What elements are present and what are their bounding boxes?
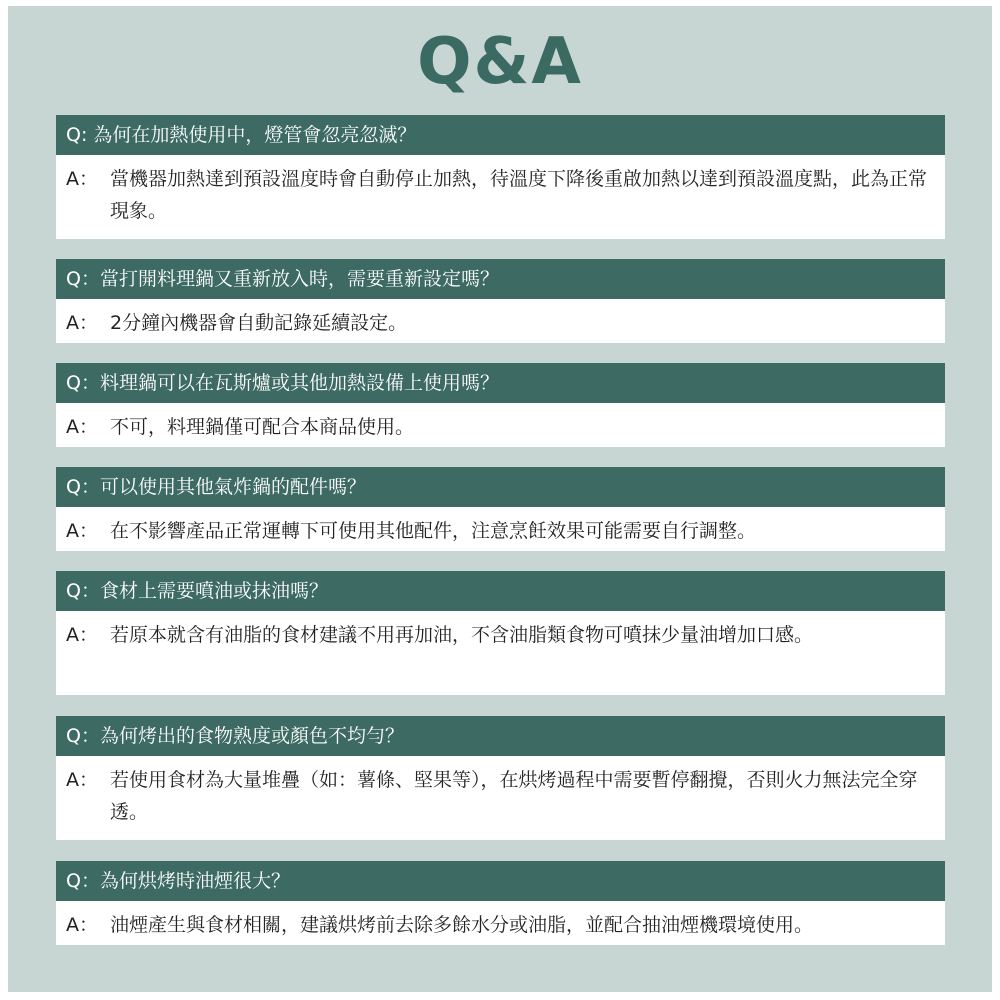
answer-prefix: A：: [66, 769, 98, 791]
question-bar: Q：為何烤出的食物熟度或顏色不均勻？: [56, 716, 945, 756]
answer-text: 若原本就含有油脂的食材建議不用再加油，不含油脂類食物可噴抹少量油增加口感。: [110, 624, 814, 646]
qa-item-4: [56, 467, 945, 551]
answer-prefix: A：: [66, 415, 98, 438]
qa-item-1: [56, 115, 945, 239]
qa-item-7: [56, 861, 945, 945]
answer-text: 2分鐘內機器會自動記錄延續設定。: [110, 311, 408, 334]
question-bar: Q: 為何在加熱使用中，燈管會忽亮忽滅？: [56, 115, 945, 155]
answer-prefix: A：: [66, 519, 98, 542]
question-bar: Q：可以使用其他氣炸鍋的配件嗎？: [56, 467, 945, 507]
answer-prefix: A：: [66, 311, 98, 334]
qa-item-5: [56, 571, 945, 695]
answer-box: [56, 756, 945, 840]
answer-box: [56, 507, 945, 551]
answer-prefix: A：: [66, 913, 98, 936]
question-bar: Q：當打開料理鍋又重新放入時，需要重新設定嗎？: [56, 259, 945, 299]
answer-text: 若使用食材為大量堆疊（如：薯條、堅果等），在烘烤過程中需要暫停翻攪，否則火力無法完全穿透。: [110, 769, 918, 823]
answer-box: [56, 155, 945, 239]
answer-text: 油煙產生與食材相關，建議烘烤前去除多餘水分或油脂，並配合抽油煙機環境使用。: [110, 913, 814, 936]
answer-box: [56, 403, 945, 447]
answer-text: 不可，料理鍋僅可配合本商品使用。: [110, 415, 415, 438]
answer-box: [56, 611, 945, 695]
page-title: Q&A: [417, 25, 583, 99]
answer-box: [56, 901, 945, 945]
question-bar: Q：為何烘烤時油煙很大？: [56, 861, 945, 901]
question-bar: Q：食材上需要噴油或抹油嗎？: [56, 571, 945, 611]
answer-prefix: A：: [66, 168, 98, 190]
answer-text: 在不影響產品正常運轉下可使用其他配件，注意烹飪效果可能需要自行調整。: [110, 519, 757, 542]
answer-prefix: A：: [66, 624, 98, 646]
answer-box: [56, 299, 945, 343]
qa-item-2: [56, 259, 945, 343]
answer-text: 當機器加熱達到預設溫度時會自動停止加熱，待溫度下降後重啟加熱以達到預設溫度點，此為正常現象。: [110, 168, 928, 222]
question-bar: Q：料理鍋可以在瓦斯爐或其他加熱設備上使用嗎？: [56, 363, 945, 403]
qa-item-3: [56, 363, 945, 447]
qa-item-6: [56, 716, 945, 840]
